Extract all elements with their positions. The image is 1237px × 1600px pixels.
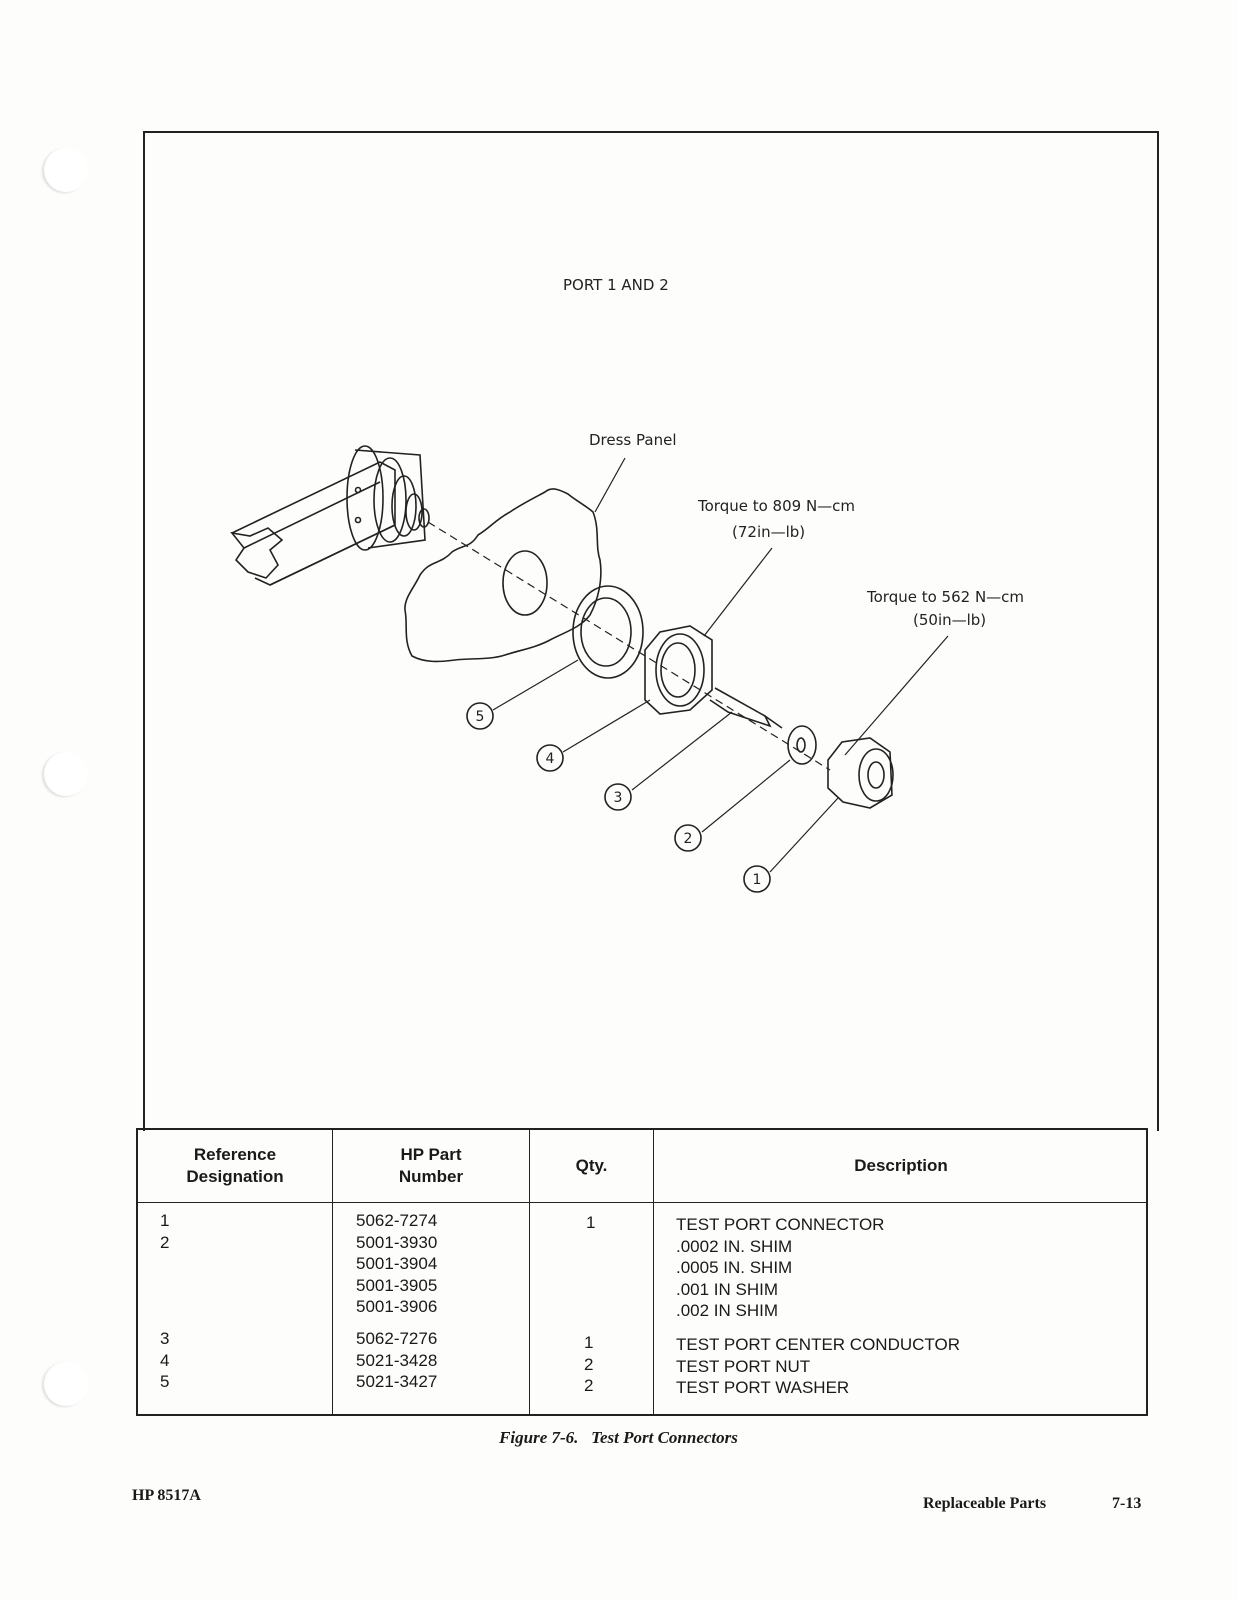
connector-torque-label: Torque to 562 N—cm xyxy=(867,588,1025,606)
footer-model: HP 8517A xyxy=(132,1487,201,1504)
nut-torque-label: Torque to 809 N—cm xyxy=(698,497,856,515)
parts-table xyxy=(136,1128,1148,1416)
group1-description: TEST PORT CONNECTOR .0002 IN. SHIM .0005 IN. SHIM .001 IN SHIM .002 IN SHIM xyxy=(676,1215,885,1320)
callout-5: 5 xyxy=(475,709,485,725)
group2-qty: 1 2 2 xyxy=(584,1333,594,1395)
header-qty: Qty. xyxy=(575,1156,608,1175)
callout-2: 2 xyxy=(683,831,693,847)
footer-section: Replaceable Parts xyxy=(923,1495,1047,1512)
group2-description: TEST PORT CENTER CONDUCTOR TEST PORT NUT TEST PORT WASHER xyxy=(676,1335,960,1397)
dress-panel-label: Dress Panel xyxy=(589,431,677,449)
nut-torque-imperial-label: (72in—lb) xyxy=(732,523,806,541)
header-hp-part-number: HP Part Number xyxy=(398,1145,464,1186)
header-description: Description xyxy=(854,1156,948,1175)
group1-part-numbers: 5062-7274 5001-3930 5001-3904 5001-3905 5001-3906 xyxy=(356,1211,438,1316)
group2-part-numbers: 5062-7276 5021-3428 5021-3427 xyxy=(356,1329,438,1391)
header-rule xyxy=(138,1202,1146,1203)
footer-page-number: 7-13 xyxy=(1112,1495,1142,1512)
group1-reference: 1 2 xyxy=(160,1211,170,1252)
connector-torque-imperial-label: (50in—lb) xyxy=(913,611,987,629)
group1-qty: 1 xyxy=(586,1213,596,1232)
callout-3: 3 xyxy=(613,790,623,806)
figure-title: PORT 1 AND 2 xyxy=(563,276,669,294)
header-reference-designation: Reference Designation xyxy=(186,1145,284,1186)
group2-reference: 3 4 5 xyxy=(160,1329,170,1391)
callout-1: 1 xyxy=(752,872,762,888)
punch-hole-bottom xyxy=(44,1362,88,1406)
figure-caption: Figure 7-6. Test Port Connectors xyxy=(499,1428,738,1447)
callout-4: 4 xyxy=(545,751,555,767)
